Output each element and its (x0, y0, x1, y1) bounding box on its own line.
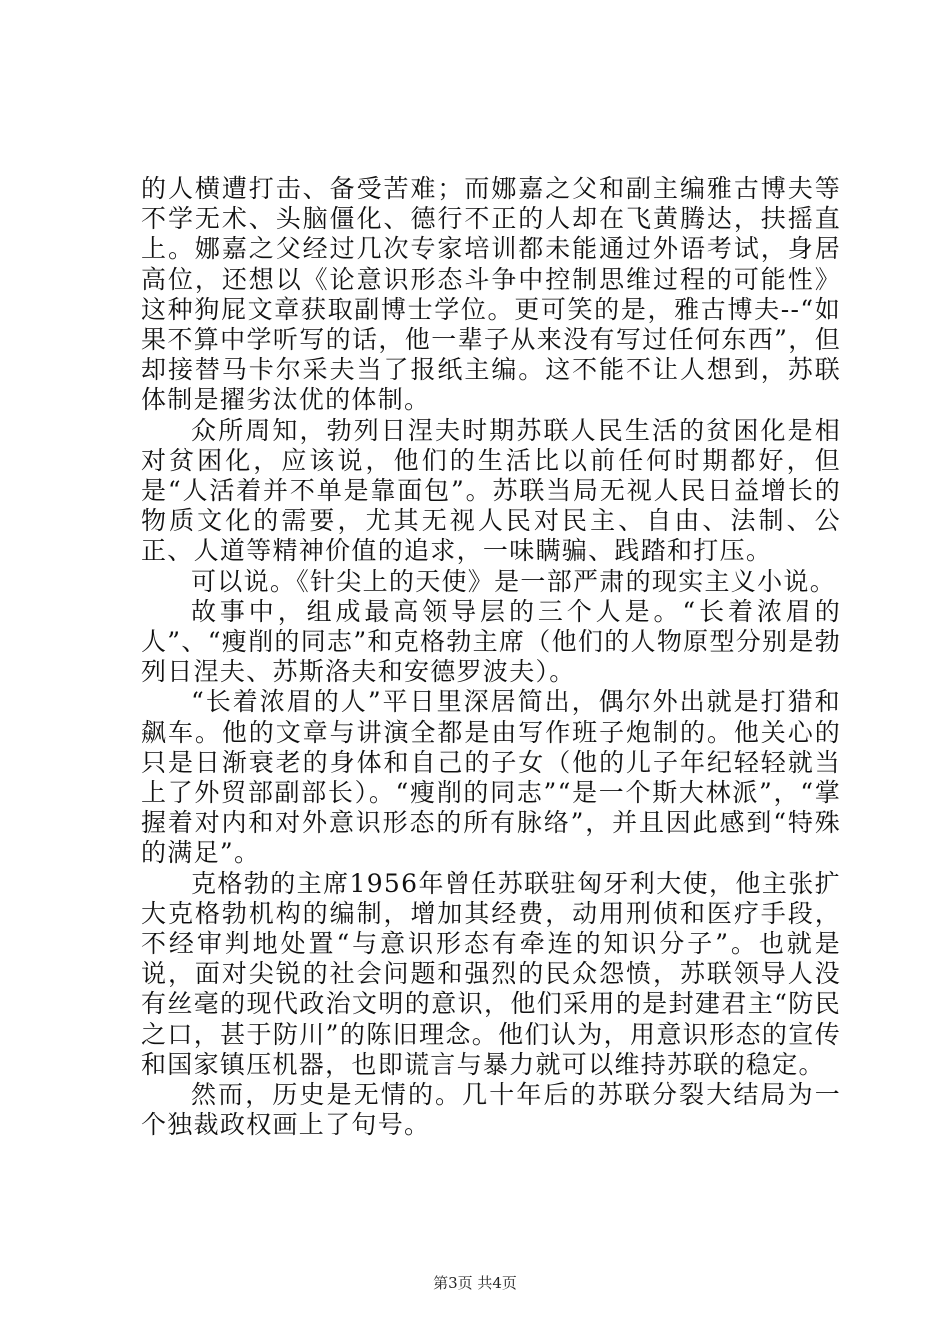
paragraph: 克格勃的主席1956年曾任苏联驻匈牙利大使，他主张扩大克格勃机构的编制，增加其经费，动用刑侦和医疗手段，不经审判地处置“与意识形态有牵连的知识分子”。也就是说，面对尖锐的社会问题和强烈的民众怨愤，苏联领导人没有丝毫的现代政治文明的意识，他们采用的是封建君主“防民之口，甚于防川”的陈旧理念。他们认为，用意识形态的宣传和国家镇压机器，也即谎言与暴力就可以维持苏联的稳定。 (141, 868, 841, 1079)
paragraph: 故事中，组成最高领导层的三个人是。“长着浓眉的人”、“瘦削的同志”和克格勃主席（他们的人物原型分别是勃列日涅夫、苏斯洛夫和安德罗波夫）。 (141, 596, 841, 687)
document-body (141, 174, 841, 1141)
paragraph: “长着浓眉的人”平日里深居简出，偶尔外出就是打猎和飙车。他的文章与讲演全都是由写作班子炮制的。他关心的只是日渐衰老的身体和自己的子女（他的儿子年纪轻轻就当上了外贸部副部长）。“瘦削的同志”“是一个斯大林派”，“掌握着对内和对外意识形态的所有脉络”，并且因此感到“特殊的满足”。 (141, 687, 841, 868)
page-number-footer: 第3页 共4页 (433, 1274, 517, 1292)
paragraph: 的人横遭打击、备受苦难；而娜嘉之父和副主编雅古博夫等不学无术、头脑僵化、德行不正的人却在飞黄腾达，扶摇直上。娜嘉之父经过几次专家培训都未能通过外语考试，身居高位，还想以《论意识形态斗争中控制思维过程的可能性》这种狗屁文章获取副博士学位。更可笑的是，雅古博夫--“如果不算中学听写的话，他一辈子从来没有写过任何东西”，但却接替马卡尔采夫当了报纸主编。这不能不让人想到，苏联体制是擢劣汰优的体制。 (141, 174, 841, 415)
paragraph: 可以说。《针尖上的天使》是一部严肃的现实主义小说。 (191, 566, 837, 596)
paragraph: 然而，历史是无情的。几十年后的苏联分裂大结局为一个独裁政权画上了句号。 (141, 1080, 841, 1140)
paragraph: 众所周知，勃列日涅夫时期苏联人民生活的贫困化是相对贫困化，应该说，他们的生活比以前任何时期都好，但是“人活着并不单是靠面包”。苏联当局无视人民日益增长的物质文化的需要，尤其无视人民对民主、自由、法制、公正、人道等精神价值的追求，一味瞒骗、践踏和打压。 (141, 415, 841, 566)
